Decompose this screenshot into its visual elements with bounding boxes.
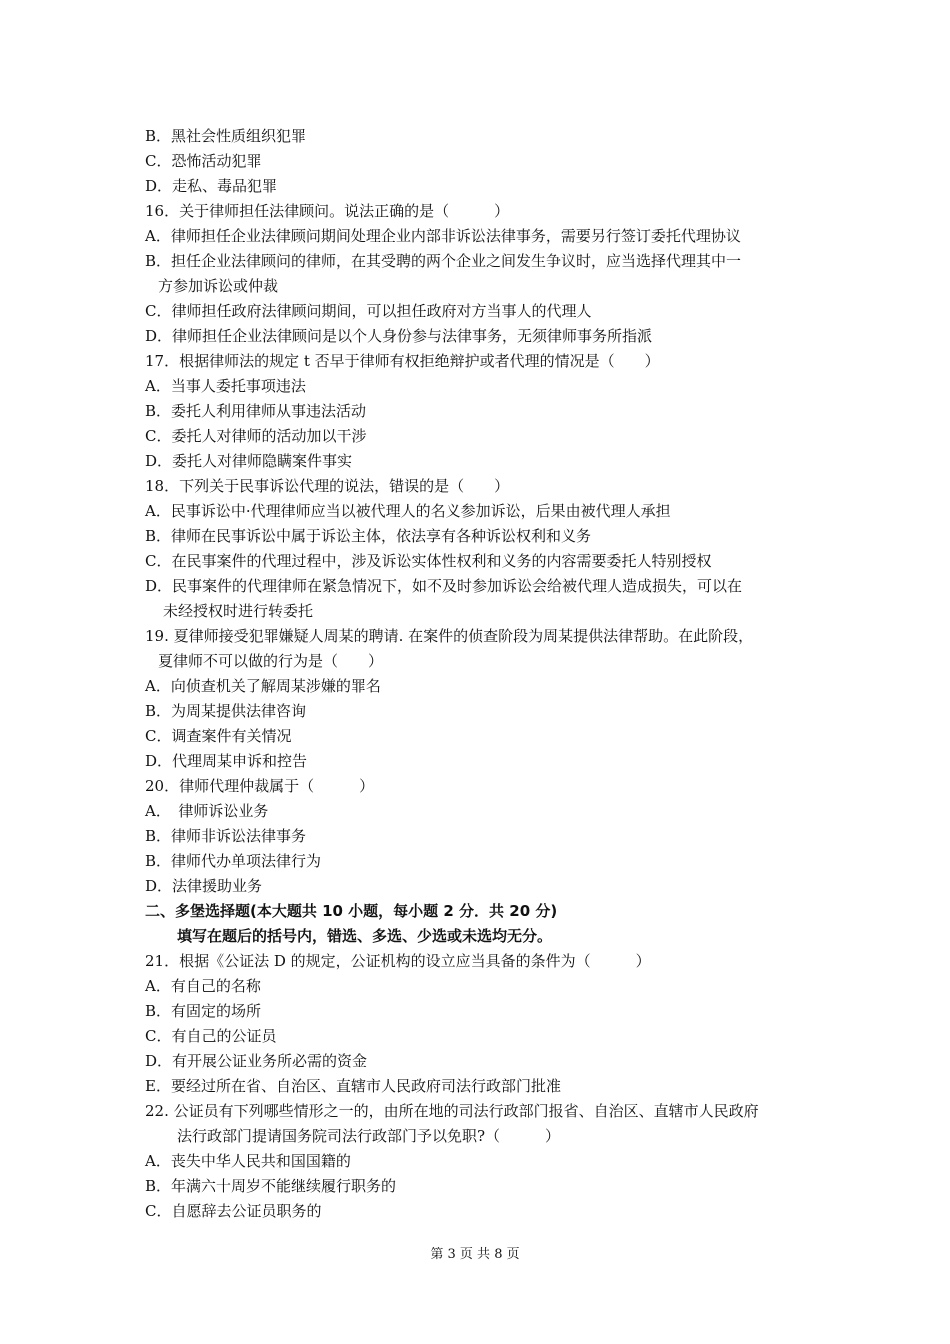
text-line: B．担任企业法律顾问的律师，在其受聘的两个企业之间发生争议时，应当选择代理其中一	[145, 252, 742, 270]
text-line: D．有开展公证业务所必需的资金	[145, 1052, 368, 1070]
text-line: C．恐怖活动犯罪	[145, 152, 262, 170]
text-line: 填写在题后的括号内，错选、多选、少选或未选均无分。	[177, 927, 553, 945]
text-line: B．律师代办单项法律行为	[145, 852, 322, 870]
text-line: A．有自己的名称	[145, 977, 261, 995]
text-line: A．当事人委托事项违法	[145, 377, 306, 395]
text-line: C．自愿辞去公证员职务的	[145, 1202, 322, 1220]
text-line: C．律师担任政府法律顾问期间，可以担任政府对方当事人的代理人	[145, 302, 592, 320]
text-line: 16．关于律师担任法律顾问。说法正确的是（ ）	[145, 202, 510, 220]
text-line: D．走私、毒品犯罪	[145, 177, 278, 195]
text-line: D．民事案件的代理律师在紧急情况下，如不及时参加诉讼会给被代理人造成损失，可以在	[145, 577, 743, 595]
text-line: A． 律师诉讼业务	[145, 802, 269, 820]
text-line: 17．根据律师法的规定 t 否早于律师有权拒绝辩护或者代理的情况是（ ）	[145, 352, 660, 370]
text-line: B．为周某提供法律咨询	[145, 702, 307, 720]
text-line: C．调查案件有关情况	[145, 727, 292, 745]
text-line: B．委托人利用律师从事违法活动	[145, 402, 367, 420]
text-line: C．委托人对律师的活动加以干涉	[145, 427, 367, 445]
text-line: B．律师在民事诉讼中属于诉讼主体，依法享有各种诉讼权利和义务	[145, 527, 592, 545]
text-line: 夏律师不可以做的行为是（ ）	[158, 652, 384, 670]
text-line: 19. 夏律师接受犯罪嫌疑人周某的聘请. 在案件的侦查阶段为周某提供法律帮助。在此阶段，	[145, 627, 754, 645]
text-line: 方参加诉讼或仲裁	[158, 277, 279, 295]
text-line: 22. 公证员有下列哪些情形之一的，由所在地的司法行政部门报省、自治区、直辖市人民政府	[145, 1102, 759, 1120]
text-line: 21．根据《公证法 D 的规定，公证机构的设立应当具备的条件为（ ）	[145, 952, 651, 970]
text-line: A．丧失中华人民共和国国籍的	[145, 1152, 351, 1170]
text-line: 18．下列关于民事诉讼代理的说法，错误的是（ ）	[145, 477, 510, 495]
text-line: A．民事诉讼中·代理律师应当以被代理人的名义参加诉讼，后果由被代理人承担	[145, 502, 671, 520]
text-line: D．律师担任企业法律顾问是以个人身份参与法律事务，无须律师事务所指派	[145, 327, 653, 345]
text-line: D．委托人对律师隐瞒案件事实	[145, 452, 353, 470]
text-line: A．向侦查机关了解周某涉嫌的罪名	[145, 677, 381, 695]
page-footer: 第 3 页 共 8 页	[430, 1247, 520, 1262]
text-line: 二、多堡选择题(本大题共 10 小题，每小题 2 分．共 20 分)	[145, 902, 558, 920]
text-line: C．有自己的公证员	[145, 1027, 277, 1045]
text-line: B．年满六十周岁不能继续履行职务的	[145, 1177, 397, 1195]
text-line: 法行政部门提请国务院司法行政部门予以免职?（ ）	[177, 1127, 561, 1145]
text-line: B．黑社会性质组织犯罪	[145, 127, 307, 145]
text-line: 20．律师代理仲裁属于（ ）	[145, 777, 375, 795]
text-line: 未经授权时进行转委托	[163, 602, 314, 620]
text-line: E．要经过所在省、自治区、直辖市人民政府司法行政部门批准	[145, 1077, 561, 1095]
text-line: B．有固定的场所	[145, 1002, 262, 1020]
text-line: A．律师担任企业法律顾问期间处理企业内部非诉讼法律事务，需要另行签订委托代理协议	[145, 227, 741, 245]
text-line: C．在民事案件的代理过程中，涉及诉讼实体性权利和义务的内容需要委托人特别授权	[145, 552, 712, 570]
page-body	[145, 124, 825, 1224]
text-line: D．法律援助业务	[145, 877, 263, 895]
text-line: D．代理周某申诉和控告	[145, 752, 308, 770]
text-line: B．律师非诉讼法律事务	[145, 827, 307, 845]
